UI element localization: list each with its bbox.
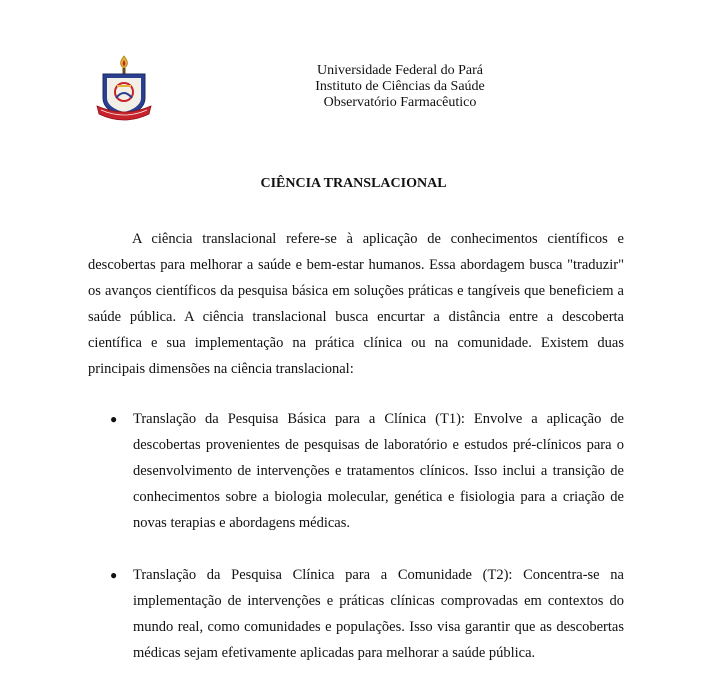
- list-item: [88, 562, 624, 666]
- list-item-text: Translação da Pesquisa Clínica para a Comunidade (T2): Concentra-se na implementação de intervenções e práticas clínicas comprovadas em contextos do mundo real, como comunidades e populações. Isso visa garantir que as descobertas médicas sejam efetivamente aplicadas para melhorar a saúde pública.: [133, 567, 624, 661]
- institute-name: Instituto de Ciências da Saúde: [315, 79, 485, 94]
- intro-paragraph: A ciência translacional refere-se à aplicação de conhecimentos científicos e descobertas para melhorar a saúde e bem-estar humanos. Essa abordagem busca "traduzir" os avanços científicos da pesquisa básica em soluções práticas e tangíveis que beneficiem a saúde pública. A ciência translacional busca encurtar a distância entre a descoberta científica e sua implementação na prática clínica ou na comunidade. Existem duas principais dimensões na ciência translacional:: [88, 231, 624, 377]
- university-seal-icon: [95, 54, 153, 126]
- document-title: CIÊNCIA TRANSLACIONAL: [260, 176, 447, 191]
- bullet-dot-icon: ●: [110, 568, 118, 582]
- document-header: [240, 63, 560, 111]
- bullet-dot-icon: ●: [110, 412, 118, 426]
- bullet-list: [88, 406, 624, 666]
- university-name: Universidade Federal do Pará: [317, 63, 483, 78]
- observatory-name: Observatório Farmacêutico: [323, 95, 477, 110]
- list-item-text: Translação da Pesquisa Básica para a Clínica (T1): Envolve a aplicação de descobertas provenientes de pesquisas de laboratório e estudos pré-clínicos para o desenvolvimento de intervenções e tratamentos clínicos. Isso inclui a transição de conhecimentos sobre a biologia molecular, genética e fisiologia para a criação de novas terapias e abordagens médicas.: [133, 411, 624, 531]
- list-item: [88, 406, 624, 536]
